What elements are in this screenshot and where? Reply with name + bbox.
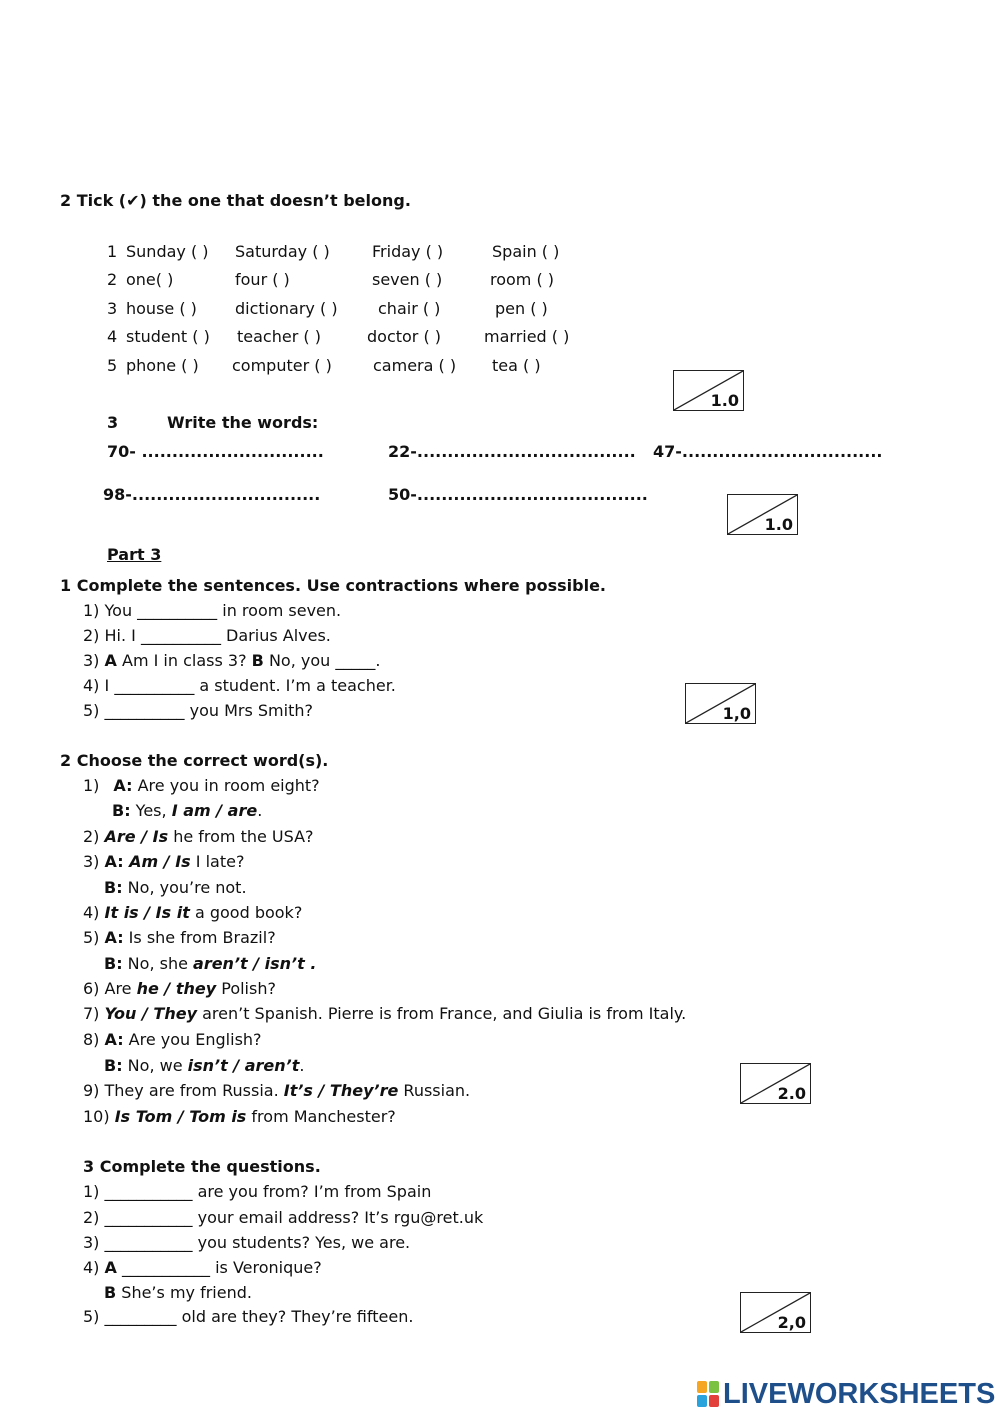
line-text: Yes, [130,801,172,820]
choice-line [83,1107,396,1127]
choice-line [83,852,244,872]
score-box [685,683,756,724]
score-value: 2,0 [777,1313,806,1332]
word-choice[interactable]: isn’t / aren’t [187,1056,300,1075]
tick-option[interactable]: doctor ( ) [367,327,442,346]
speaker-a: A: [113,776,133,795]
tick-option[interactable]: student ( ) [126,327,210,346]
word-choice[interactable]: Am / Is [123,852,191,871]
line-text: Am I in class 3? [116,651,252,670]
question-line[interactable]: 3) ___________ you students? Yes, we are. [83,1233,411,1252]
line-text: from Manchester? [246,1107,396,1126]
number-word-field[interactable]: 47-................................. [653,442,883,461]
choice-line [112,801,262,821]
line-number: 4) [83,903,105,922]
word-choice[interactable]: Is Tom / Tom is [114,1107,247,1126]
sentence-line[interactable]: 2) Hi. I __________ Darius Alves. [83,626,331,645]
line-text: Russian. [398,1081,471,1100]
word-choice[interactable]: aren’t / isn’t . [193,954,317,973]
section-complete-questions-title: 3 Complete the questions. [83,1157,321,1176]
sentence-line[interactable]: 4) I __________ a student. I’m a teacher. [83,676,396,695]
line-text: No, you _____. [263,651,381,670]
tick-option[interactable]: pen ( ) [495,299,548,318]
score-value: 1.0 [710,391,739,410]
score-box [740,1292,811,1333]
line-number: 2) [83,827,105,846]
tick-option[interactable]: room ( ) [490,270,555,289]
speaker-b: B: [104,878,123,897]
choice-line [83,1030,262,1050]
speaker-b: B [251,651,264,670]
tick-option[interactable]: seven ( ) [372,270,443,289]
tick-option[interactable]: Saturday ( ) [235,242,330,261]
section-complete-sentences-title: 1 Complete the sentences. Use contractions where possible. [60,576,607,595]
choice-line [83,776,320,796]
word-choice[interactable]: I am / are [171,801,258,820]
tick-option[interactable]: Spain ( ) [492,242,560,261]
speaker-a: A: [104,852,124,871]
line-text: aren’t Spanish. Pierre is from France, and Giulia is from Italy. [197,1004,687,1023]
tick-option[interactable]: tea ( ) [492,356,541,375]
section-words-title: Write the words: [167,413,319,432]
line-text: No, she [122,954,194,973]
line-text: I late? [190,852,245,871]
number-word-field[interactable]: 50-...................................... [388,485,648,504]
tick-option[interactable]: chair ( ) [378,299,441,318]
line-number: 3) [83,651,105,670]
choice-line [104,878,247,898]
brand-name: LIVEWORKSHEETS [723,1377,996,1410]
choice-line [83,979,276,999]
tick-option[interactable]: computer ( ) [232,356,332,375]
line-text: 6) Are [83,979,137,998]
tick-option[interactable]: Friday ( ) [372,242,444,261]
speaker-a: A: [104,1030,124,1049]
line-number: 10) [83,1107,115,1126]
score-box [740,1063,811,1104]
line-text: She’s my friend. [116,1283,252,1302]
tick-option[interactable]: house ( ) [126,299,197,318]
tick-option[interactable]: dictionary ( ) [235,299,338,318]
line-number: 4) [83,1258,105,1277]
speaker-b: B: [104,1056,123,1075]
choice-line [83,1081,470,1101]
line-number: 1) [83,776,100,795]
speaker-a: A [104,1258,117,1277]
section-words-number: 3 [107,413,119,432]
row-number: 3 [107,299,118,318]
liveworksheets-branding [697,1376,995,1412]
speaker-b: B [104,1283,117,1302]
question-line[interactable]: 5) _________ old are they? They’re fifteen. [83,1307,414,1326]
question-line[interactable]: 2) ___________ your email address? It’s rgu@ret.uk [83,1208,484,1227]
line-text: Polish? [216,979,276,998]
line-text: Are you in room eight? [132,776,320,795]
line-text: he from the USA? [168,827,314,846]
part-heading: Part 3 [107,545,162,564]
row-number: 4 [107,327,118,346]
word-choice[interactable]: You / They [104,1004,197,1023]
choice-line [83,1004,686,1024]
number-word-field[interactable]: 98-............................... [103,485,321,504]
row-number: 2 [107,270,118,289]
choice-line [83,928,276,948]
line-number: 7) [83,1004,105,1023]
row-number: 1 [107,242,118,261]
question-line[interactable]: 1) ___________ are you from? I’m from Spain [83,1182,432,1201]
tick-option[interactable]: four ( ) [235,270,290,289]
sentence-line[interactable]: 1) You __________ in room seven. [83,601,342,620]
line-text: Is she from Brazil? [123,928,276,947]
word-choice[interactable]: Are / Is [104,827,169,846]
speaker-a: A: [104,928,124,947]
tick-option[interactable]: phone ( ) [126,356,199,375]
line-text: a good book? [189,903,303,922]
line-number: 3) [83,852,105,871]
number-word-field[interactable]: 70- .............................. [107,442,324,461]
line-text: No, you’re not. [122,878,247,897]
tick-option[interactable]: camera ( ) [373,356,457,375]
sentence-line[interactable]: 5) __________ you Mrs Smith? [83,701,313,720]
tick-option[interactable]: teacher ( ) [237,327,321,346]
section-tick-title: 2 Tick (✔) the one that doesn’t belong. [60,191,411,210]
speaker-b: B: [112,801,131,820]
score-box [727,494,798,535]
word-choice[interactable]: It’s / They’re [283,1081,399,1100]
score-value: 1,0 [722,704,751,723]
question-line [104,1283,252,1303]
line-number: 8) [83,1030,105,1049]
sentence-line[interactable] [83,651,380,671]
score-value: 1.0 [764,515,793,534]
choice-line [83,903,302,923]
tick-option[interactable]: married ( ) [484,327,570,346]
speaker-a: A [104,651,117,670]
choice-line [83,827,314,847]
score-box [673,370,744,411]
line-number: 5) [83,928,105,947]
row-number: 5 [107,356,118,375]
number-word-field[interactable]: 22-.................................... [388,442,636,461]
choice-line [104,1056,304,1076]
section-choose-title: 2 Choose the correct word(s). [60,751,329,770]
choice-line [104,954,316,974]
line-text: . [299,1056,305,1075]
question-line[interactable] [83,1258,322,1278]
word-choice[interactable]: It is / Is it [104,903,190,922]
line-text: No, we [122,1056,188,1075]
score-value: 2.0 [777,1084,806,1103]
line-text: ___________ is Veronique? [116,1258,322,1277]
line-text: 9) They are from Russia. [83,1081,284,1100]
liveworksheets-logo-icon [697,1381,719,1407]
line-text: Are you English? [123,1030,262,1049]
tick-option[interactable]: Sunday ( ) [126,242,209,261]
tick-option[interactable]: one( ) [126,270,174,289]
word-choice[interactable]: he / they [136,979,217,998]
speaker-b: B: [104,954,123,973]
line-text: . [257,801,263,820]
